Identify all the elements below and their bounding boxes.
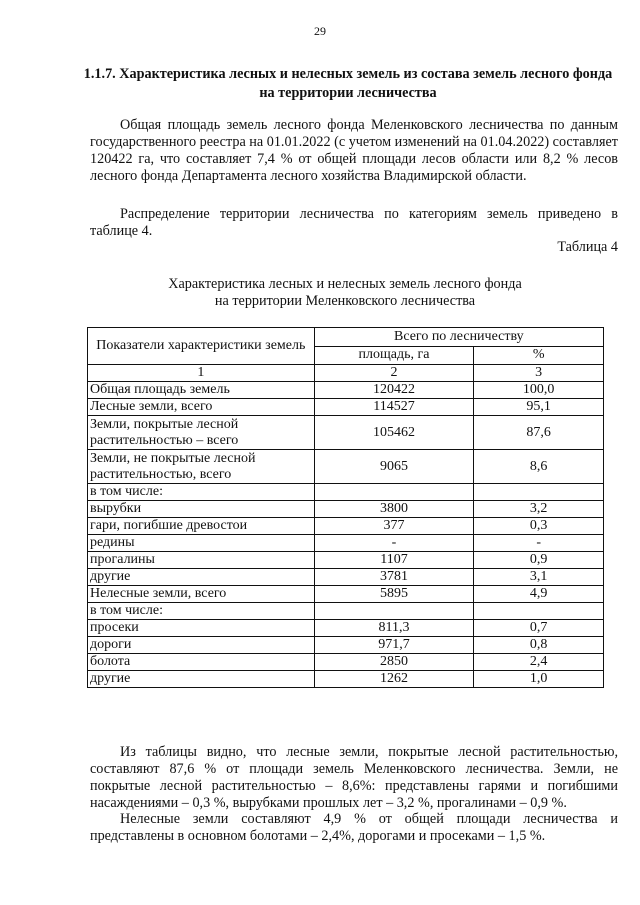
table-caption [90,276,600,310]
header-total-group: Всего по лесничеству [314,328,603,347]
row-label: дороги [88,637,315,654]
column-number: 2 [314,365,474,382]
row-label: другие [88,569,315,586]
paragraph-total-area: Общая площадь земель лесного фонда Меленковского лесничества по данным государственного реестра на 01.01.2022 (с учетом изменений на 01.04.2022) составляет 120422 га, что составляет 7,4 % от общей площади лесов области или 8,2 % лесов лесного фонда Департамента лесного хозяйства Владимирской области. [90,117,618,184]
row-area: 2850 [314,654,474,671]
paragraph-nonforest: Нелесные земли составляют 4,9 % от общей площади лесничества и представлены в основном болотами – 2,4%, дорогами и просеками – 1,5 %. [90,811,618,844]
section-title: 1.1.7. Характеристика лесных и нелесных земель из состава земель лесного фонда на территории лесничества [83,66,613,101]
land-characteristics-table [87,327,604,688]
column-number: 3 [474,365,604,382]
table-row [88,671,604,688]
row-area: 114527 [314,399,474,416]
table-row [88,518,604,535]
row-area: 1107 [314,552,474,569]
row-percent: 4,9 [474,586,604,603]
row-percent [474,603,604,620]
header-area: площадь, га [314,346,474,365]
table-row [88,637,604,654]
row-percent: - [474,535,604,552]
row-label: гари, погибшие древостои [88,518,315,535]
table-row [88,416,604,450]
row-area [314,603,474,620]
row-area: 5895 [314,586,474,603]
row-area: 120422 [314,382,474,399]
row-label: в том числе: [88,603,315,620]
row-percent: 0,7 [474,620,604,637]
row-label: просеки [88,620,315,637]
table-row [88,382,604,399]
row-label: болота [88,654,315,671]
table-caption-line2: на территории Меленковского лесничества [214,293,476,309]
row-area: 1262 [314,671,474,688]
row-percent: 0,3 [474,518,604,535]
table-row [88,484,604,501]
column-number: 1 [88,365,315,382]
table-row [88,501,604,518]
row-area: 9065 [314,450,474,484]
row-percent: 8,6 [474,450,604,484]
table-row [88,586,604,603]
row-area: 3781 [314,569,474,586]
paragraph-distribution: Распределение территории лесничества по категориям земель приведено в таблице 4. [90,206,618,239]
header-percent: % [474,346,604,365]
paragraph-analysis: Из таблицы видно, что лесные земли, покрытые лесной растительностью, составляют 87,6 % от площади земель Меленковского лесничества. Земли, не покрытые лесной растительностью – 8,6%: представлены гарями и погибшими насаждениями – 0,3 %, вырубками прошлых лет – 3,2 %, прогалинами – 0,9 %. [90,744,618,811]
table-row [88,620,604,637]
row-area: - [314,535,474,552]
table-row [88,450,604,484]
table-row [88,603,604,620]
row-label: другие [88,671,315,688]
row-percent: 2,4 [474,654,604,671]
row-percent: 87,6 [474,416,604,450]
page-number: 29 [314,24,326,38]
column-number-row [88,365,604,382]
row-percent: 0,8 [474,637,604,654]
row-label: редины [88,535,315,552]
row-percent [474,484,604,501]
row-area: 105462 [314,416,474,450]
header-indicators: Показатели характеристики земель [88,328,315,365]
row-percent: 100,0 [474,382,604,399]
row-area [314,484,474,501]
row-label: Нелесные земли, всего [88,586,315,603]
table-row [88,552,604,569]
table-header-row [88,328,604,347]
table-row [88,654,604,671]
row-label: Земли, не покрытые лесной растительностью, всего [88,450,315,484]
table-label: Таблица 4 [557,239,618,255]
row-percent: 1,0 [474,671,604,688]
row-label: прогалины [88,552,315,569]
row-percent: 0,9 [474,552,604,569]
row-percent: 3,1 [474,569,604,586]
row-label: Общая площадь земель [88,382,315,399]
row-label: Земли, покрытые лесной растительностью – всего [88,416,315,450]
row-area: 971,7 [314,637,474,654]
row-percent: 3,2 [474,501,604,518]
row-area: 3800 [314,501,474,518]
row-label: в том числе: [88,484,315,501]
row-label: вырубки [88,501,315,518]
table-row [88,569,604,586]
row-label: Лесные земли, всего [88,399,315,416]
row-area: 811,3 [314,620,474,637]
table-row [88,535,604,552]
row-percent: 95,1 [474,399,604,416]
table-row [88,399,604,416]
table-caption-line1: Характеристика лесных и нелесных земель лесного фонда [168,276,522,292]
row-area: 377 [314,518,474,535]
